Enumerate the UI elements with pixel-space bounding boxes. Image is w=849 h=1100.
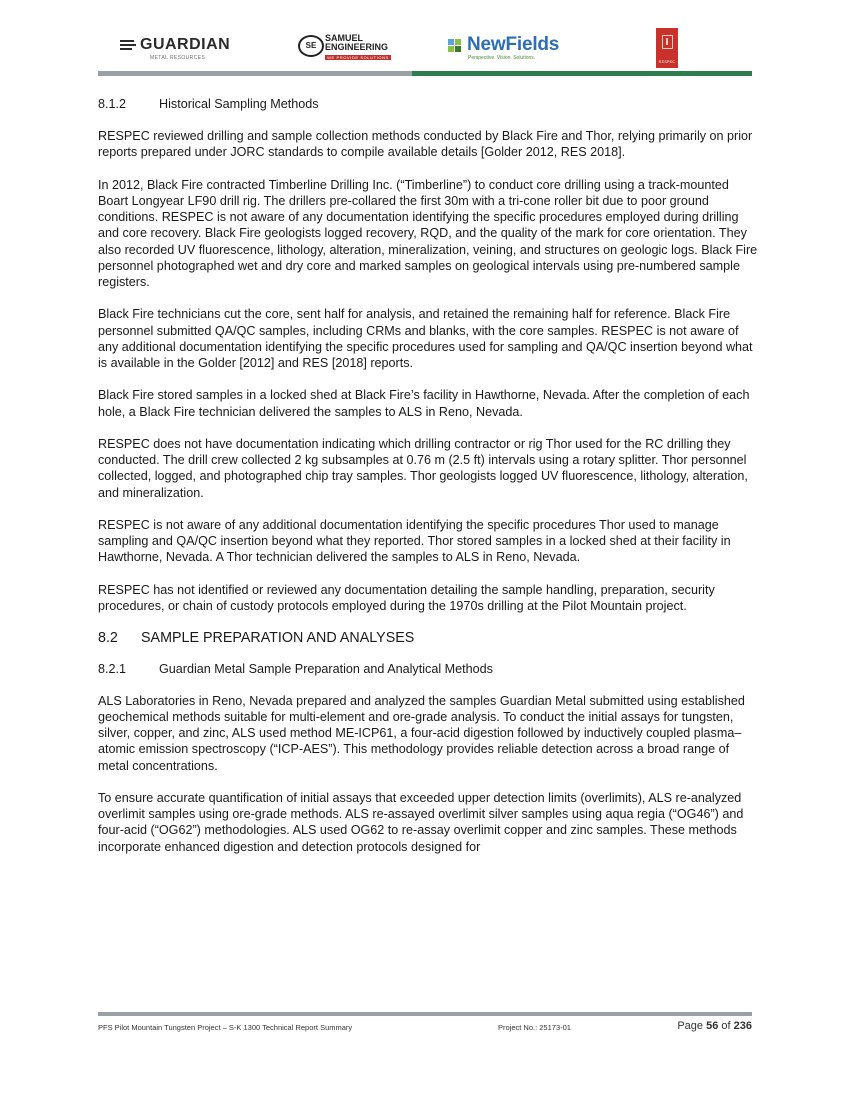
header-divider: [98, 71, 752, 76]
newfields-logo-subtitle: Perspective. Vision. Solutions.: [468, 55, 536, 61]
footer-report-title: PFS Pilot Mountain Tungsten Project – S-K 1300 Technical Report Summary: [98, 1023, 353, 1032]
page-total: 236: [733, 1020, 752, 1032]
samuel-logo-words: [325, 34, 388, 52]
paragraph: RESPEC does not have documentation indicating which drilling contractor or rig Thor used for the RC drilling they conducted. The drill crew collected 2 kg subsamples at 0.76 m (2.5 ft) intervals using a rotary splitter. Thor personnel collected, logged, and photographed chip tray samples. Thor geologists logged UV fluorescence, lithology, alteration, and mineralization.: [98, 437, 748, 500]
newfields-logo-name: NewFields: [467, 34, 560, 55]
footer-page-number: [677, 1020, 752, 1032]
newfields-squares-icon: [448, 39, 462, 53]
respec-mark-icon: [662, 35, 673, 49]
footer-project-number: Project No.: 25173-01: [498, 1023, 571, 1032]
section-title: Guardian Metal Sample Preparation and Analytical Methods: [159, 661, 493, 676]
samuel-line2: ENGINEERING: [325, 42, 389, 52]
paragraph: In 2012, Black Fire contracted Timberline Drilling Inc. (“Timberline”) to conduct core drilling using a track-mounted Boart Longyear LF90 drill rig. The drillers pre-collared the first 30m with a tri-cone roller bit due to poor ground conditions. RESPEC is not aware of any documentation identifying the specific procedures employed during drilling and core recovery. Black Fire geologists logged recovery, RQD, and the quality of the mark for core orientation. They also recorded UV fluorescence, lithology, alteration, mineralization, veining, and structures on geologic logs. Black Fire personnel photographed wet and dry core and marked samples on geological intervals using pre-numbered sample registers.: [98, 177, 758, 290]
page-of: of: [718, 1020, 734, 1032]
section-number: 8.1.2: [98, 97, 127, 111]
section-title: SAMPLE PREPARATION AND ANALYSES: [141, 630, 415, 647]
section-heading-8-1-2: [98, 96, 758, 112]
paragraph: RESPEC is not aware of any additional documentation identifying the specific procedures Thor used to manage sampling and QA/QC insertion beyond what they reported. Thor stored samples in a locked shed at their facility in Hawthorne, Nevada. A Thor technician delivered the samples to ALS in Reno, Nevada.: [98, 518, 731, 565]
page-footer: [98, 1020, 752, 1034]
paragraph: Black Fire stored samples in a locked shed at Black Fire’s facility in Hawthorne, Nevada. After the completion of each hole, a Black Fire technician delivered the samples to ALS in Reno, Nevada.: [98, 388, 750, 419]
section-number: 8.2: [98, 630, 118, 647]
paragraph: RESPEC has not identified or reviewed any documentation detailing the sample handling, preparation, security procedures, or chain of custody protocols employed during the 1970s drilling at the Pilot Mountain project.: [98, 582, 715, 613]
section-title: Historical Sampling Methods: [159, 97, 319, 111]
page-current: 56: [706, 1020, 719, 1032]
paragraph: RESPEC reviewed drilling and sample collection methods conducted by Black Fire and Thor, relying primarily on prior reports prepared under JORC standards to compile available details [Golder 2012, RES 2018].: [98, 129, 753, 160]
guardian-logo: [120, 36, 231, 61]
respec-logo-label: RESPEC: [658, 60, 676, 64]
page-prefix: Page: [677, 1020, 707, 1032]
paragraph: Black Fire technicians cut the core, sent half for analysis, and retained the remaining half for reference. Black Fire personnel submitted QA/QC samples, including CRMs and blanks, with the core samples. RESPEC is not aware of any additional documentation identifying the specific procedures used for sampling and QA/QC insertion beyond what is available in the Golder [2012] and RES [2018] reports.: [98, 307, 753, 371]
paragraph: To ensure accurate quantification of initial assays that exceeded upper detection limits (overlimits), ALS re-analyzed overlimit samples using ore-grade methods. ALS re-assayed overlimit silver samples using aqua regia (“OG46”) and four-acid (“OG62”) methodologies. ALS used OG62 to re-assay overlimit copper and zinc samples. These methods incorporate enhanced digestion and detection protocols designed for: [98, 791, 744, 854]
guardian-bars-icon: [120, 38, 136, 52]
section-heading-8-2: [98, 630, 758, 646]
samuel-badge-icon: SE: [298, 35, 324, 57]
section-heading-8-2-1: [98, 661, 758, 677]
footer-divider: [98, 1012, 752, 1016]
guardian-logo-name: GUARDIAN: [140, 36, 231, 53]
samuel-tagline: WE PROVIDE SOLUTIONS: [325, 55, 391, 60]
respec-logo: [656, 28, 678, 68]
paragraph: ALS Laboratories in Reno, Nevada prepared and analyzed the samples Guardian Metal submitted using established geochemical methods suitable for multi-element and ore-grade analysis. To conduct the initial assays for tungsten, silver, copper, and zinc, ALS used method ME-ICP61, a four-acid digestion followed by inductively coupled plasma–atomic emission spectroscopy (“ICP-AES”). This methodology provides reliable detection across a broad range of metal concentrations.: [98, 693, 745, 773]
section-number: 8.2.1: [98, 661, 127, 676]
page-content: [98, 96, 758, 871]
guardian-logo-subtitle: METAL RESOURCES: [150, 55, 206, 61]
page-header: [98, 28, 752, 68]
samuel-line1: SAMUEL: [325, 33, 363, 43]
